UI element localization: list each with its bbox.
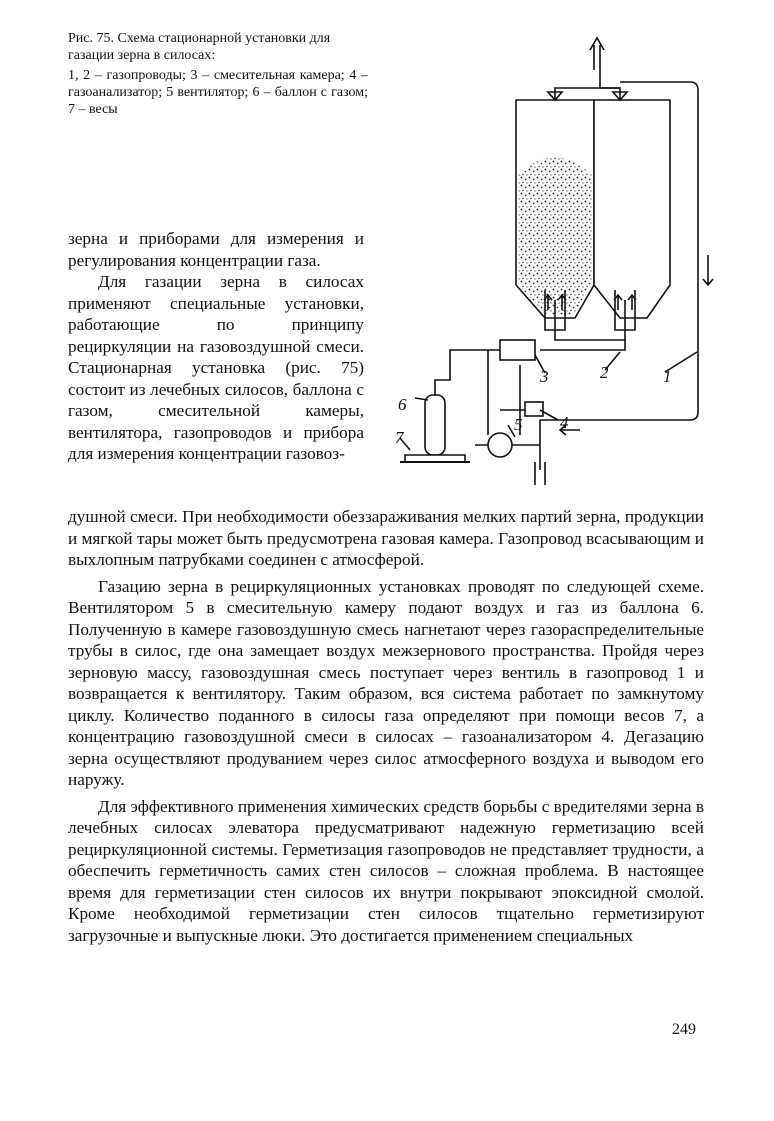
side-paragraph-2: Для газации зерна в силосах применяют специальные установки, работающие по принципу рециркуляции на газовоздушной смеси. Стационарная установка (рис. 75) состоит из лечебных силосов, баллона с газом, смесительной камеры, вентилятора, газопроводов и прибора для измерения концентрации газовоз- — [68, 272, 364, 463]
figure-label-6: 6 — [398, 395, 407, 414]
side-paragraph-1: зерна и приборами для измерения и регулирования концентрации газа. — [68, 229, 364, 270]
figure-label-4: 4 — [560, 413, 569, 432]
main-paragraph-2: Газацию зерна в рециркуляционных установках проводят по следующей схеме. Вентилятором 5 в смесительную камеру подают воздух и газ из баллона 6. Полученную в камере газовоздушную смесь нагнетают через газораспределительные трубы в силос, где она замещает воздух межзернового пространства. Пройдя через зерновую массу, газовоздушная смесь поступает через вентиль в газопровод 1 и возвращается к вентилятору. Таким образом, вся система работает по замкнутому циклу. Количество поданного в силосы газа определяют при помощи весов 7, а концентрацию газовоздушной смеси в силосах – газоанализатором 4. Дегазацию зерна осуществляют продуванием через силос атмосферного воздуха и выводом его наружу. — [68, 576, 704, 789]
scale — [405, 455, 465, 462]
caption-title: Рис. 75. Схема стационарной установки для газации зерна в силосах: — [68, 31, 331, 63]
caption-legend: 1, 2 – газопроводы; 3 – смесительная камера; 4 – газоанализатор; 5 вентилятор; 6 – баллон с газом; 7 – весы — [68, 68, 368, 117]
figure-label-3: 3 — [540, 367, 549, 386]
silo-right — [594, 100, 670, 318]
grain-mass — [518, 158, 592, 316]
gas-cylinder — [425, 395, 445, 455]
main-paragraph-3: Для эффективного применения химических средств борьбы с вредителями зерна в лечебных силосах элеватора предусматривают надежную герметизацию всей рециркуляционной системы. Герметизация газопроводов не представляет трудности, а обеспечить герметичность самих стен силосов – сложная проблема. В настоящее время для герметизации стен силосов их внутри покрывают эпоксидной смолой. Кроме необходимой герметизации стен силосов тщательно герметизируют загрузочные и выпускные люки. Это достигается применением специальных — [68, 796, 704, 945]
figure-label-7: 7 — [395, 428, 404, 447]
main-paragraph-continuation: душной смеси. При необходимости обеззараживания мелких партий зерна, продукции и мягкой тары может быть предусмотрена газовая камера. Газопровод всасывающим и выхлопным патрубками соединен с атмосферой. — [68, 507, 704, 569]
gas-analyzer — [525, 402, 543, 416]
pipe-2 — [540, 340, 625, 350]
fan — [488, 433, 512, 457]
page-number: 249 — [672, 1021, 696, 1038]
main-text-column — [68, 506, 704, 946]
figure-label-2: 2 — [600, 363, 609, 382]
side-text-column — [68, 228, 364, 465]
figure-label-1: 1 — [663, 367, 672, 386]
figure-label-5: 5 — [514, 415, 523, 434]
mixing-chamber — [500, 340, 535, 360]
